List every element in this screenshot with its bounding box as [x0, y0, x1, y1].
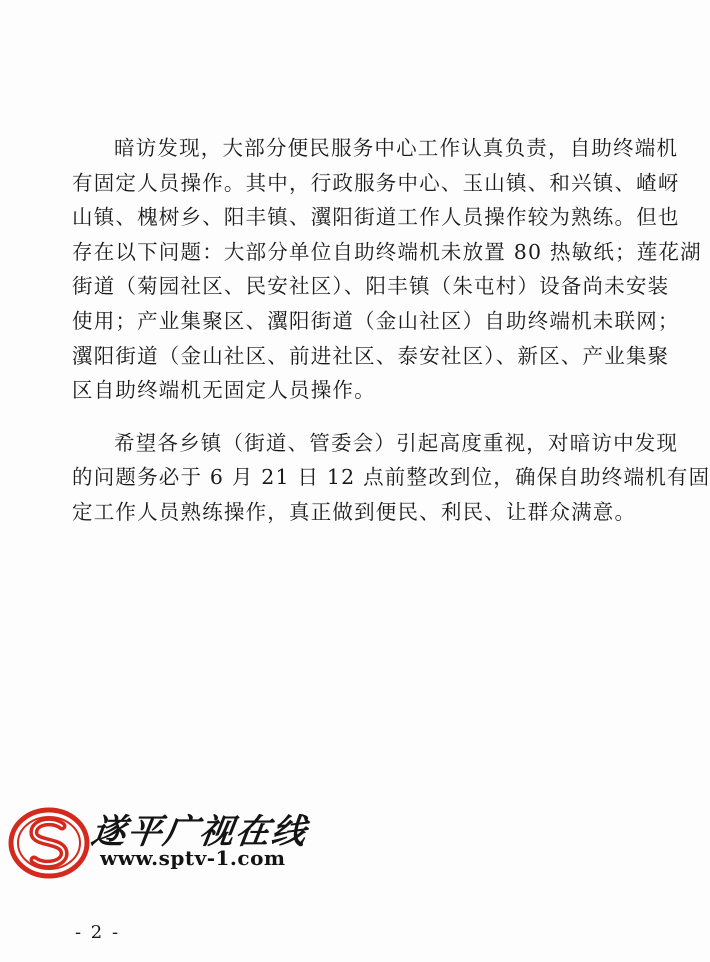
text-line: 使用；产业集聚区、瀷阳街道（金山社区）自助终端机未联网； — [72, 308, 680, 333]
text-line: 的问题务必于 6 月 21 日 12 点前整改到位，确保自助终端机有固 — [72, 465, 710, 490]
text-line: 希望各乡镇（街道、管委会）引起高度重视，对暗访中发现 — [114, 430, 679, 455]
station-logo-icon — [8, 802, 90, 884]
watermark-station-name: 遂平广视在线 — [88, 812, 311, 852]
paragraph-findings — [72, 131, 702, 408]
text-line: 街道（菊园社区、民安社区）、阳丰镇（朱屯村）设备尚未安装 — [72, 274, 670, 299]
text-line: 有固定人员操作。其中，行政服务中心、玉山镇、和兴镇、嵖岈 — [72, 170, 680, 195]
text-line: 定工作人员熟练操作，真正做到便民、利民、让群众满意。 — [72, 499, 637, 524]
paragraph-request — [72, 426, 710, 530]
text-line: 区自助终端机无固定人员操作。 — [72, 378, 376, 403]
text-line: 山镇、槐树乡、阳丰镇、瀷阳街道工作人员操作较为熟练。但也 — [72, 205, 680, 230]
watermark — [8, 796, 328, 886]
watermark-url: www.sptv-1.com — [100, 846, 286, 870]
text-line: 瀷阳街道（金山社区、前进社区、泰安社区）、新区、产业集聚 — [72, 343, 670, 368]
text-line: 暗访发现，大部分便民服务中心工作认真负责，自助终端机 — [114, 136, 679, 160]
text-line: 存在以下问题：大部分单位自助终端机未放置 80 热敏纸；莲花湖 — [72, 239, 702, 264]
page-number: - 2 - — [75, 922, 121, 943]
document-body — [72, 131, 710, 530]
